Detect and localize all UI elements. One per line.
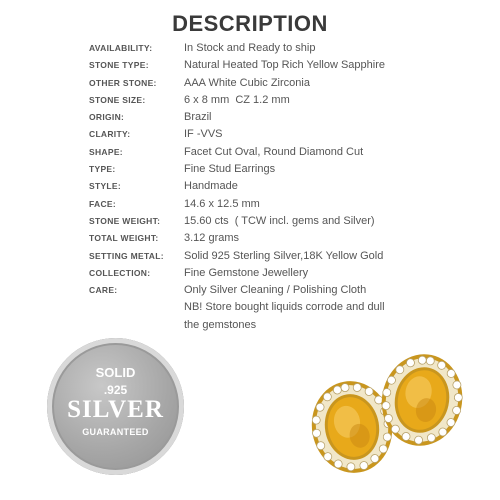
spec-label: STYLE: [89,181,122,192]
spec-row [89,161,489,178]
spec-row [89,317,489,334]
spec-value: In Stock and Ready to ship [184,42,316,54]
spec-label: SETTING METAL: [89,250,164,261]
spec-row [89,92,489,109]
spec-value: 15.60 cts ( TCW incl. gems and Silver) [184,214,375,227]
spec-value: 14.6 x 12.5 mm [184,197,260,210]
spec-row [89,213,489,230]
spec-row [89,265,489,282]
spec-value: Fine Stud Earrings [184,163,276,176]
spec-row [89,196,489,213]
spec-label: CLARITY: [89,129,131,140]
spec-row [89,248,489,265]
badge-925-text: .925 [103,383,128,397]
badge-silver-text: SILVER [67,396,164,423]
spec-value: 6 x 8 mm CZ 1.2 mm [184,93,290,106]
spec-label: CARE: [89,285,118,296]
spec-list [89,40,489,334]
spec-row [89,230,489,247]
spec-row [89,144,489,161]
spec-label: SHAPE: [89,146,123,157]
spec-row [89,75,489,92]
spec-value: Only Silver Cleaning / Polishing Cloth [184,284,367,297]
sapphire-stud-earrings-image [300,345,470,485]
badge-solid-text: SOLID [95,365,136,380]
spec-label: OTHER STONE: [89,77,157,88]
spec-value: Facet Cut Oval, Round Diamond Cut [184,145,364,158]
badge-guaranteed-text: GUARANTEED [82,427,149,437]
spec-value: the gemstones [184,318,257,331]
spec-value: 3.12 grams [184,232,240,245]
spec-row [89,40,489,57]
spec-label: FACE: [89,198,116,209]
spec-label: TOTAL WEIGHT: [89,233,159,244]
spec-value: IF -VVS [184,128,223,141]
spec-row [89,178,489,195]
spec-label: ORIGIN: [89,112,125,123]
spec-value: Handmade [184,180,238,193]
spec-row [89,126,489,143]
spec-row [89,282,489,299]
spec-row [89,109,489,126]
spec-value: Fine Gemstone Jewellery [184,266,309,279]
spec-value: Natural Heated Top Rich Yellow Sapphire [184,59,385,72]
spec-value: Solid 925 Sterling Silver,18K Yellow Gold [184,249,384,262]
spec-label: COLLECTION: [89,267,151,278]
spec-value: NB! Store bought liquids corrode and dull [184,301,385,314]
description-heading: DESCRIPTION [172,11,328,36]
spec-label: TYPE: [89,164,116,175]
spec-value: AAA White Cubic Zirconia [184,76,310,89]
spec-value: Brazil [184,111,212,124]
spec-row [89,299,489,316]
spec-row [89,57,489,74]
spec-label [89,299,184,316]
spec-label [89,317,184,334]
spec-label: STONE TYPE: [89,60,149,71]
solid-silver-badge [47,338,184,475]
spec-label: STONE WEIGHT: [89,215,161,226]
spec-label: STONE SIZE: [89,94,146,105]
spec-label: AVAILABILITY: [89,43,153,53]
